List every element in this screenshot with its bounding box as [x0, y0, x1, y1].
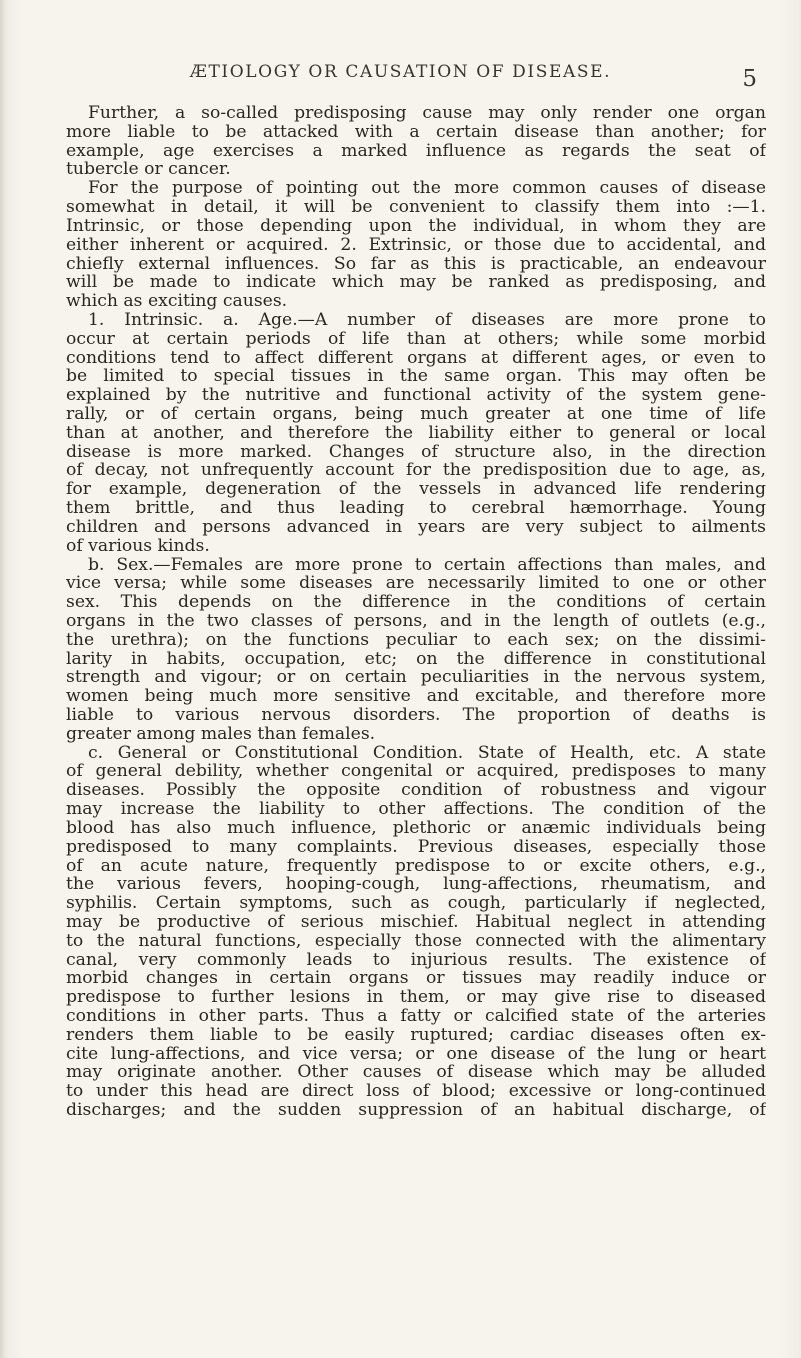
text-line: vice versa; while some diseases are necessarily limited to one or other [66, 574, 766, 594]
text-line: syphilis. Certain symptoms, such as cough, particularly if neglected, [66, 894, 766, 913]
text-line: the various fevers, hooping-cough, lung-affections, rheumatism, and [66, 875, 766, 895]
text-line: will be made to indicate which may be ranked as predisposing, and [66, 273, 766, 293]
text-line: be limited to special tissues in the same organ. This may often be [66, 367, 766, 387]
text-line: renders them liable to be easily ruptured; cardiac diseases often ex- [66, 1025, 766, 1045]
text-line: than at another, and therefore the liability either to general or local [66, 423, 766, 443]
text-line: may increase the liability to other affections. The condition of the [66, 800, 766, 819]
text-line: somewhat in detail, it will be convenient to classify them into :—1. [66, 198, 766, 217]
text-line: of general debility, whether congenital or acquired, predisposes to many [66, 762, 766, 782]
text-line: tubercle or cancer. [66, 160, 231, 180]
text-line: chiefly external influences. So far as this is practicable, an endeavour [66, 254, 766, 274]
text-line: children and persons advanced in years are very subject to ailments [66, 517, 766, 537]
text-line: the urethra); on the functions peculiar to each sex; on the dissimi- [66, 630, 766, 650]
text-line: either inherent or acquired. 2. Extrinsic, or those due to accidental, and [66, 235, 766, 255]
text-line: disease is more marked. Changes of structure also, in the direction [66, 442, 766, 462]
text-line: which as exciting causes. [66, 292, 288, 311]
text-line: them brittle, and thus leading to cerebral hæmorrhage. Young [66, 499, 766, 518]
text-line: may originate another. Other causes of disease which may be alluded [66, 1063, 766, 1083]
text-line: morbid changes in certain organs or tissues may readily induce or [66, 969, 766, 989]
text-line: b. Sex.—Females are more prone to certain affections than males, and [88, 555, 766, 575]
text-line: Further, a so-called predisposing cause may only render one organ [88, 104, 766, 123]
text-line: canal, very commonly leads to injurious results. The existence of [66, 950, 766, 970]
binding-edge [0, 0, 6, 1358]
text-line: cite lung-affections, and vice versa; or one disease of the lung or heart [66, 1044, 766, 1064]
text-line: rally, or of certain organs, being much greater at one time of life [66, 405, 766, 424]
text-line: predispose to further lesions in them, or may give rise to diseased [66, 988, 766, 1007]
text-line: for example, degeneration of the vessels in advanced life rendering [66, 480, 766, 500]
body-text [66, 104, 766, 1120]
page-number: 5 [742, 66, 757, 92]
text-line: women being much more sensitive and excitable, and therefore more [66, 687, 766, 706]
text-line: strength and vigour; or on certain peculiarities in the nervous system, [66, 668, 766, 688]
text-line: to under this head are direct loss of blood; excessive or long-continued [66, 1082, 766, 1102]
text-line: more liable to be attacked with a certain disease than another; for [66, 122, 766, 142]
text-line: Intrinsic, or those depending upon the individual, in whom they are [66, 216, 766, 236]
text-line: of an acute nature, frequently predispose to or excite others, e.g., [66, 856, 766, 876]
page-header [0, 62, 801, 92]
text-line: to the natural functions, especially those connected with the alimentary [66, 931, 766, 951]
text-line: conditions in other parts. Thus a fatty or calcified state of the arteries [66, 1007, 766, 1026]
text-line: larity in habits, occupation, etc; on the difference in constitutional [66, 649, 766, 669]
running-head: ÆTIOLOGY OR CAUSATION OF DISEASE. [189, 62, 612, 82]
text-line: diseases. Possibly the opposite condition of robustness and vigour [66, 781, 766, 801]
text-line: organs in the two classes of persons, and in the length of outlets (e.g., [66, 611, 766, 631]
text-line: c. General or Constitutional Condition. State of Health, etc. A state [88, 743, 766, 763]
text-line: greater among males than females. [66, 724, 376, 744]
text-line: of various kinds. [66, 536, 210, 556]
text-line: For the purpose of pointing out the more common causes of disease [88, 179, 766, 199]
text-line: explained by the nutritive and functional activity of the system gene- [66, 386, 766, 405]
text-line: sex. This depends on the difference in the conditions of certain [66, 593, 766, 612]
text-line: may be productive of serious mischief. Habitual neglect in attending [66, 912, 766, 932]
text-line: discharges; and the sudden suppression of an habitual discharge, of [66, 1101, 766, 1120]
text-line: example, age exercises a marked influence as regards the seat of [66, 141, 766, 161]
text-line: predisposed to many complaints. Previous diseases, especially those [66, 837, 766, 857]
text-line: blood has also much influence, plethoric or anæmic individuals being [66, 818, 766, 838]
text-line: 1. Intrinsic. a. Age.—A number of diseases are more prone to [88, 310, 766, 330]
text-line: conditions tend to affect different organs at different ages, or even to [66, 348, 766, 368]
text-line: liable to various nervous disorders. The proportion of deaths is [66, 706, 766, 725]
text-line: occur at certain periods of life than at others; while some morbid [66, 329, 766, 349]
text-line: of decay, not unfrequently account for the predisposition due to age, as, [66, 461, 766, 481]
